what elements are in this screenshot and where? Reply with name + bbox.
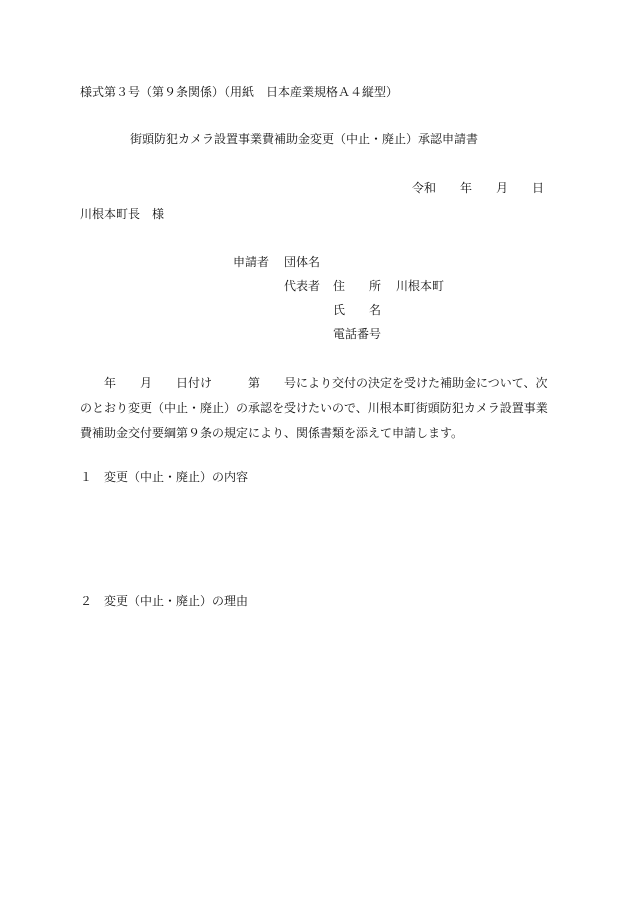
section-change-reason: ２ 変更（中止・廃止）の理由 — [80, 594, 249, 608]
document-title: 街頭防犯カメラ設置事業費補助金変更（中止・廃止）承認申請書 — [130, 132, 479, 146]
section-change-content: １ 変更（中止・廃止）の内容 — [80, 470, 249, 484]
form-number: 様式第３号（第９条関係）（用紙 日本産業規格Ａ４縦型） — [80, 85, 399, 99]
date-line: 令和 年 月 日 — [412, 181, 545, 195]
address-label: 住 所 — [333, 279, 382, 293]
address-value: 川根本町 — [396, 279, 445, 293]
name-label: 氏 名 — [333, 303, 382, 317]
applicant-label: 申請者 — [233, 255, 270, 269]
addressee: 川根本町長 様 — [80, 207, 165, 221]
application-body-text: 年 月 日付け 第 号により交付の決定を受けた補助金について、次のとおり変更（中止・廃止）の承認を受けたいので、川根本町街頭防犯カメラ設置事業費補助金交付要綱第９条の規定により、関係書類を添えて申請します。 — [80, 376, 548, 440]
phone-label: 電話番号 — [333, 327, 382, 341]
representative-label: 代表者 — [284, 279, 321, 293]
organization-label: 団体名 — [284, 255, 321, 269]
